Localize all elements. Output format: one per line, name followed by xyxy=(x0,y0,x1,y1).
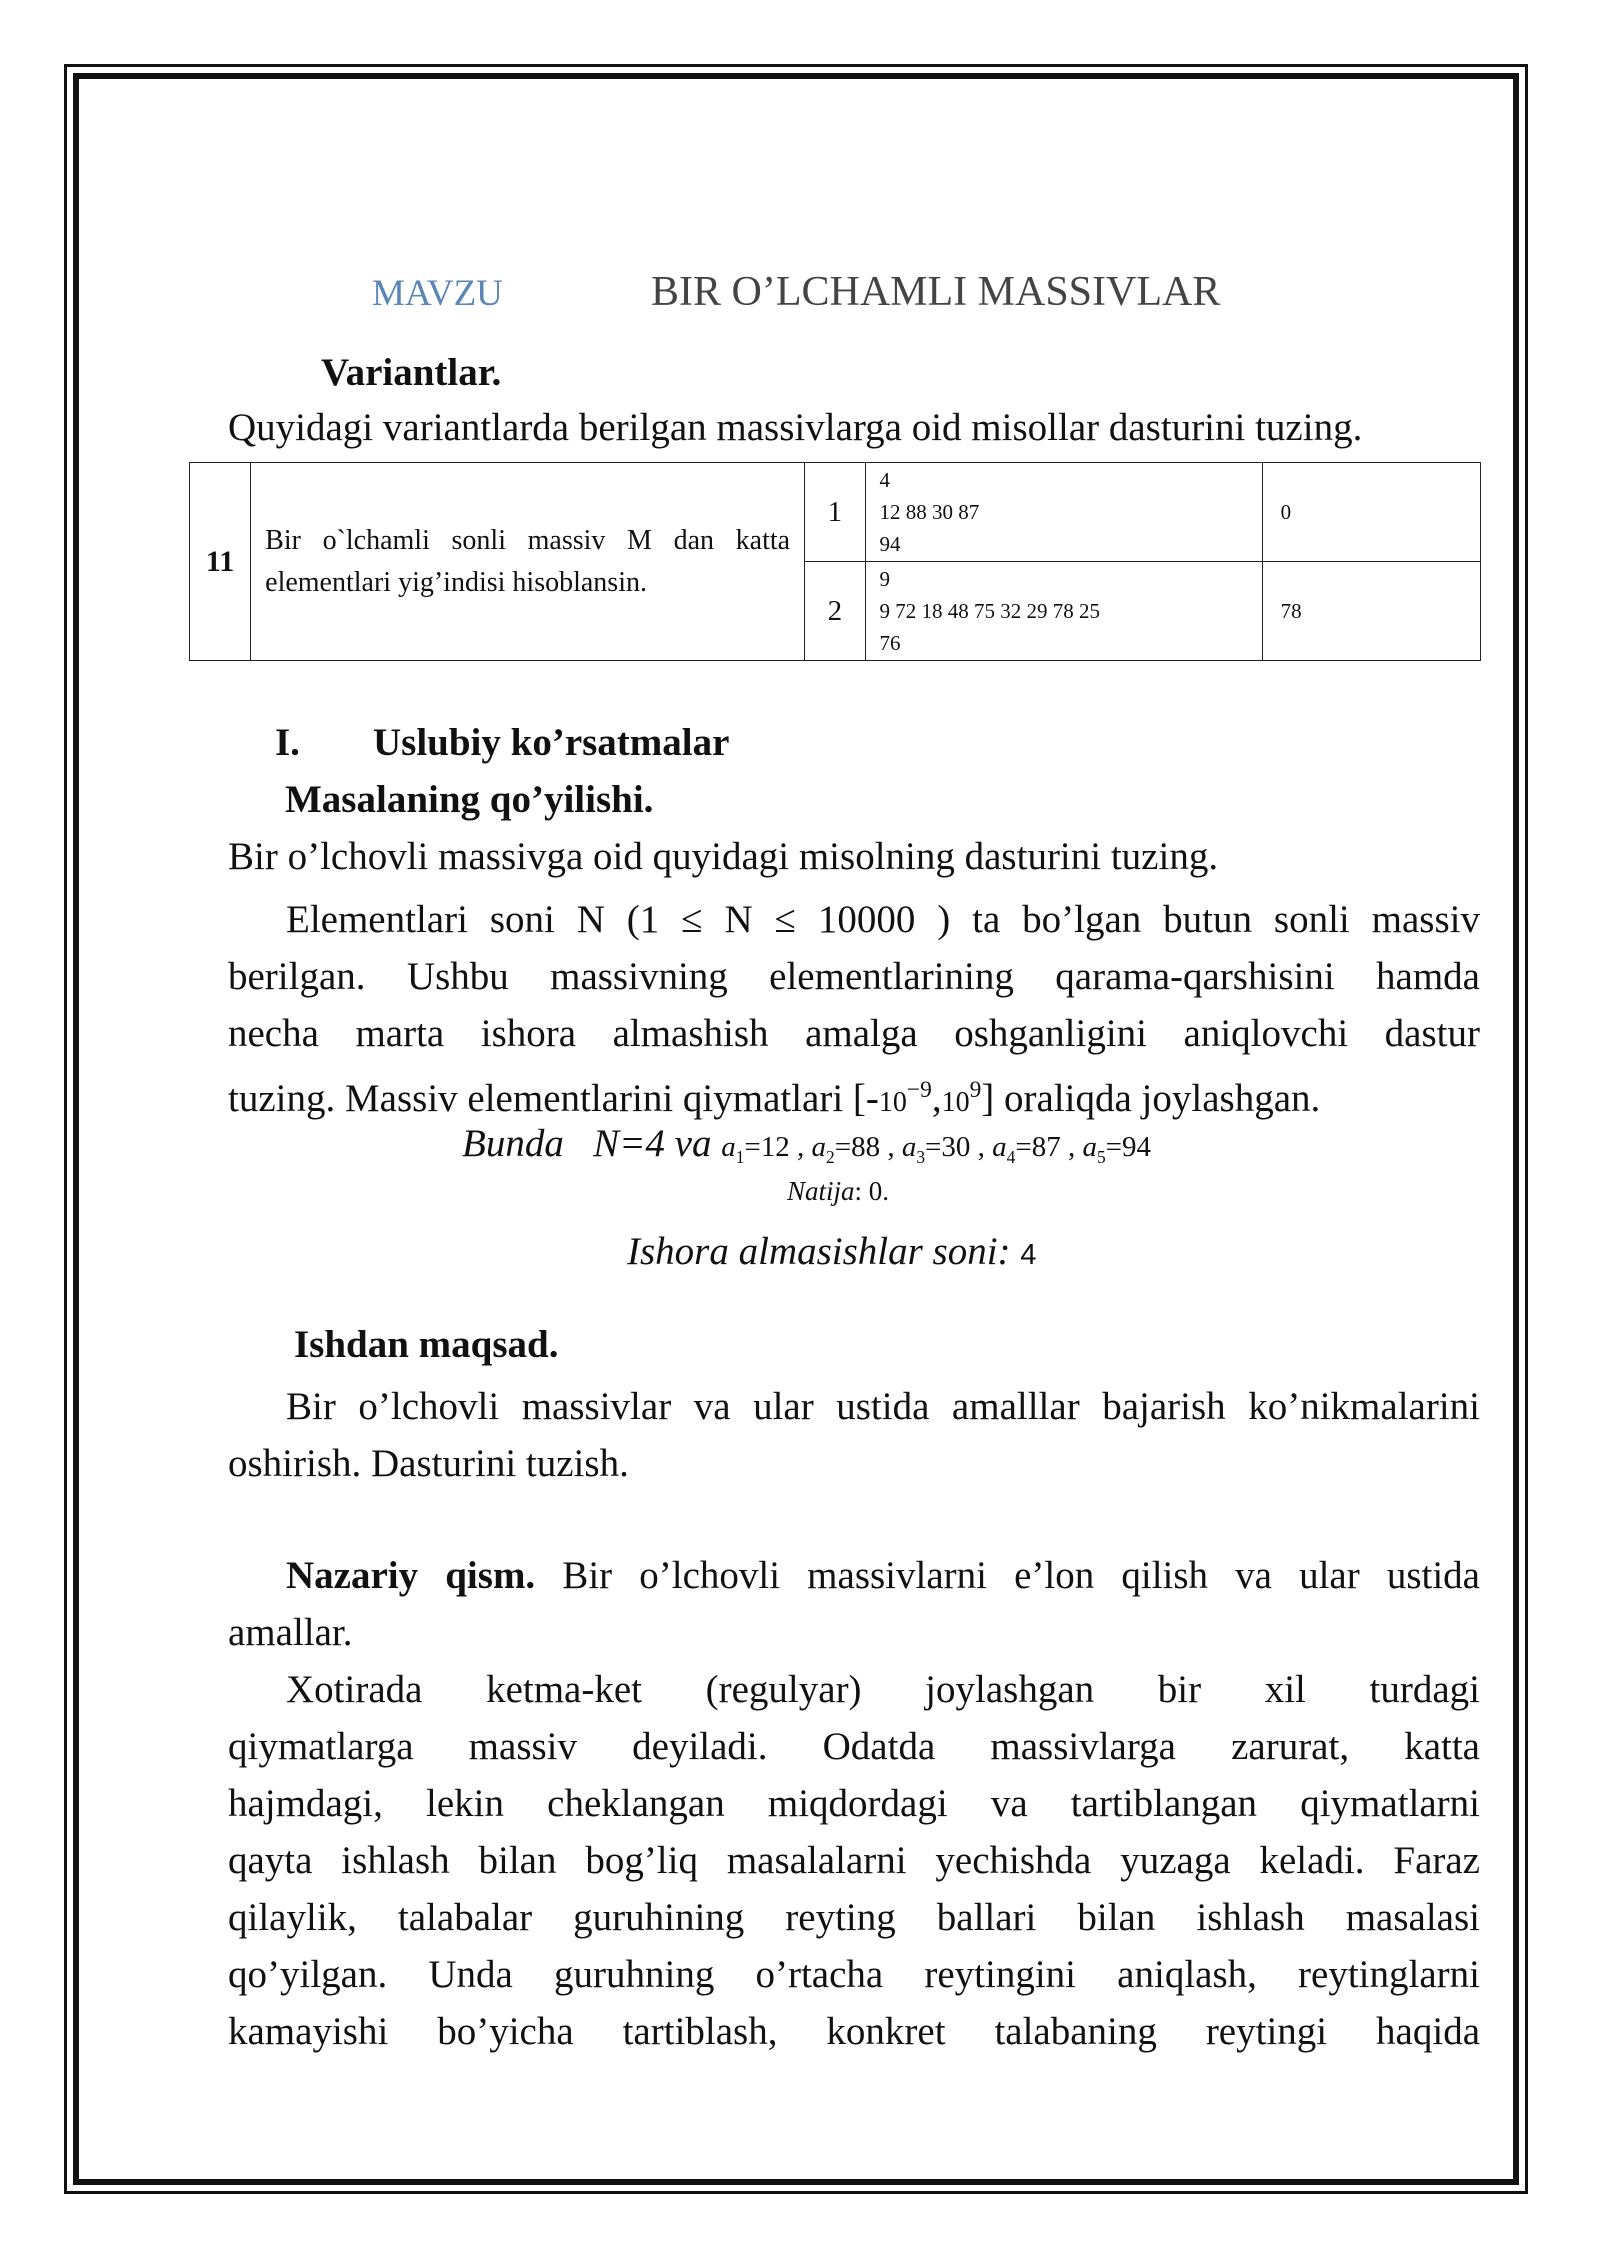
theory-intro-text: Bir o’lchovli massivlarni e’lon qilish va ular ustida xyxy=(535,1554,1480,1597)
sign-change-line xyxy=(627,1229,1036,1274)
result-cell: 78 xyxy=(1262,562,1480,661)
element-index: 5 xyxy=(1096,1146,1106,1167)
task-line: Bir o’lchovli massivga oid quyidagi misolning dasturini tuzing. xyxy=(228,835,1219,878)
element-name: a xyxy=(901,1131,917,1163)
paragraph-line: oshirish. Dasturini tuzish. xyxy=(228,1442,629,1485)
input-line: 9 xyxy=(879,567,891,591)
element-value: =30 xyxy=(925,1131,971,1163)
input-data-cell xyxy=(865,463,1262,562)
variant-description-cell: Bir o`lchamli sonli massiv M dan katta elementlari yig’indisi hisoblansin. xyxy=(251,463,805,661)
paragraph-line: Elementlari soni N (1 ≤ N ≤ 10000 ) ta bo’lgan butun sonli massiv xyxy=(286,898,1480,941)
theory-paragraph xyxy=(228,1547,1480,2060)
input-line: 94 xyxy=(879,532,901,556)
sign-change-label: Ishora almasishlar soni: xyxy=(627,1230,1011,1273)
subsection-heading: Masalaning qo’yilishi. xyxy=(285,778,654,821)
result-line xyxy=(787,1176,889,1207)
table-row xyxy=(190,463,1481,562)
input-line: 9 72 18 48 75 32 29 78 25 xyxy=(879,599,1101,623)
range-comma: , xyxy=(931,1077,942,1120)
range-text-after: ] oraliqda joylashgan. xyxy=(981,1077,1321,1120)
range-low-base: 10 xyxy=(878,1087,907,1118)
element-value: =94 xyxy=(1105,1131,1152,1163)
paragraph-line: hajmdagi, lekin cheklangan miqdordagi va tartiblangan qiymatlarni xyxy=(228,1782,1480,1825)
variant-index-cell: 2 xyxy=(805,562,865,661)
paragraph-line xyxy=(228,1547,1480,1604)
section-number: I. xyxy=(275,721,300,764)
topic-label: MAVZU xyxy=(372,273,503,314)
range-line xyxy=(228,1062,1480,1119)
paragraph-line: Bir o’lchovli massivlar va ular ustida amalllar bajarish ko’nikmalarini xyxy=(286,1385,1480,1428)
natija-value: : 0. xyxy=(854,1176,890,1206)
element-value: =88 xyxy=(834,1131,881,1163)
input-line: 76 xyxy=(879,631,901,655)
element-name: a xyxy=(1082,1131,1097,1163)
input-line: 4 xyxy=(879,468,891,492)
bunda-label: Bunda xyxy=(462,1122,564,1165)
paragraph-line: Xotirada ketma-ket (regulyar) joylashgan bir xil turdagi xyxy=(286,1668,1480,1711)
variant-number-cell: 11 xyxy=(190,463,251,661)
element-index: 2 xyxy=(826,1146,835,1167)
range-high-base: 10 xyxy=(941,1087,970,1118)
element-name: a xyxy=(811,1131,827,1163)
element-index: 3 xyxy=(916,1146,926,1167)
goal-paragraph xyxy=(228,1378,1480,1492)
paragraph-line: necha marta ishora almashish amalga oshganligini aniqlovchi dastur xyxy=(228,1012,1480,1055)
variant-index-cell: 1 xyxy=(805,463,865,562)
paragraph-line: amallar. xyxy=(228,1611,353,1654)
example-formula xyxy=(462,1121,1151,1168)
paragraph-line: berilgan. Ushbu massivning elementlarining qarama-qarshisini hamda xyxy=(228,955,1480,998)
sign-change-value: 4 xyxy=(1020,1239,1037,1271)
element-index: 4 xyxy=(1006,1146,1016,1167)
range-text-before: tuzing. Massiv elementlarini qiymatlari [- xyxy=(228,1077,879,1120)
paragraph-line: qilaylik, talabalar guruhining reyting ballari bilan ishlash masalasi xyxy=(228,1896,1480,1939)
goal-heading: Ishdan maqsad. xyxy=(294,1323,559,1366)
variants-heading: Variantlar. xyxy=(321,351,502,394)
page-title: BIR O’LCHAMLI MASSIVLAR xyxy=(651,269,1221,315)
input-line: 12 88 30 87 xyxy=(879,500,980,524)
variants-intro: Quyidagi variantlarda berilgan massivlarga oid misollar dasturini tuzing. xyxy=(228,406,1363,449)
element-index: 1 xyxy=(735,1146,745,1167)
paragraph-line: qayta ishlash bilan bog’liq masalalarni yechishda yuzaga keladi. Faraz xyxy=(228,1839,1480,1882)
problem-paragraph xyxy=(228,891,1480,1119)
paragraph-line: qo’yilgan. Unda guruhning o’rtacha reytingini aniqlash, reytinglarni xyxy=(228,1953,1480,1996)
input-data-cell xyxy=(865,562,1262,661)
section-heading: Uslubiy ko’rsatmalar xyxy=(373,721,730,764)
natija-label: Natija xyxy=(787,1176,855,1206)
element-value: =12 xyxy=(744,1131,790,1163)
n-value: N=4 va xyxy=(593,1122,712,1165)
paragraph-line: kamayishi bo’yicha tartiblash, konkret talabaning reytingi haqida xyxy=(228,2010,1480,2053)
paragraph-line: qiymatlarga massiv deyiladi. Odatda massivlarga zarurat, katta xyxy=(228,1725,1480,1768)
range-high-exponent: 9 xyxy=(969,1077,982,1103)
result-cell: 0 xyxy=(1262,463,1480,562)
theory-heading: Nazariy qism. xyxy=(286,1554,536,1597)
element-value: =87 xyxy=(1015,1131,1061,1163)
variants-table xyxy=(189,462,1481,661)
element-name: a xyxy=(721,1131,736,1163)
range-low-exponent: −9 xyxy=(906,1077,932,1103)
element-values: $a_1=12$ , $a_2=88$ , $a_3=30$ , $a_4=87$ , $a_5=94$ xyxy=(721,1131,1152,1167)
element-name: a xyxy=(992,1131,1007,1163)
